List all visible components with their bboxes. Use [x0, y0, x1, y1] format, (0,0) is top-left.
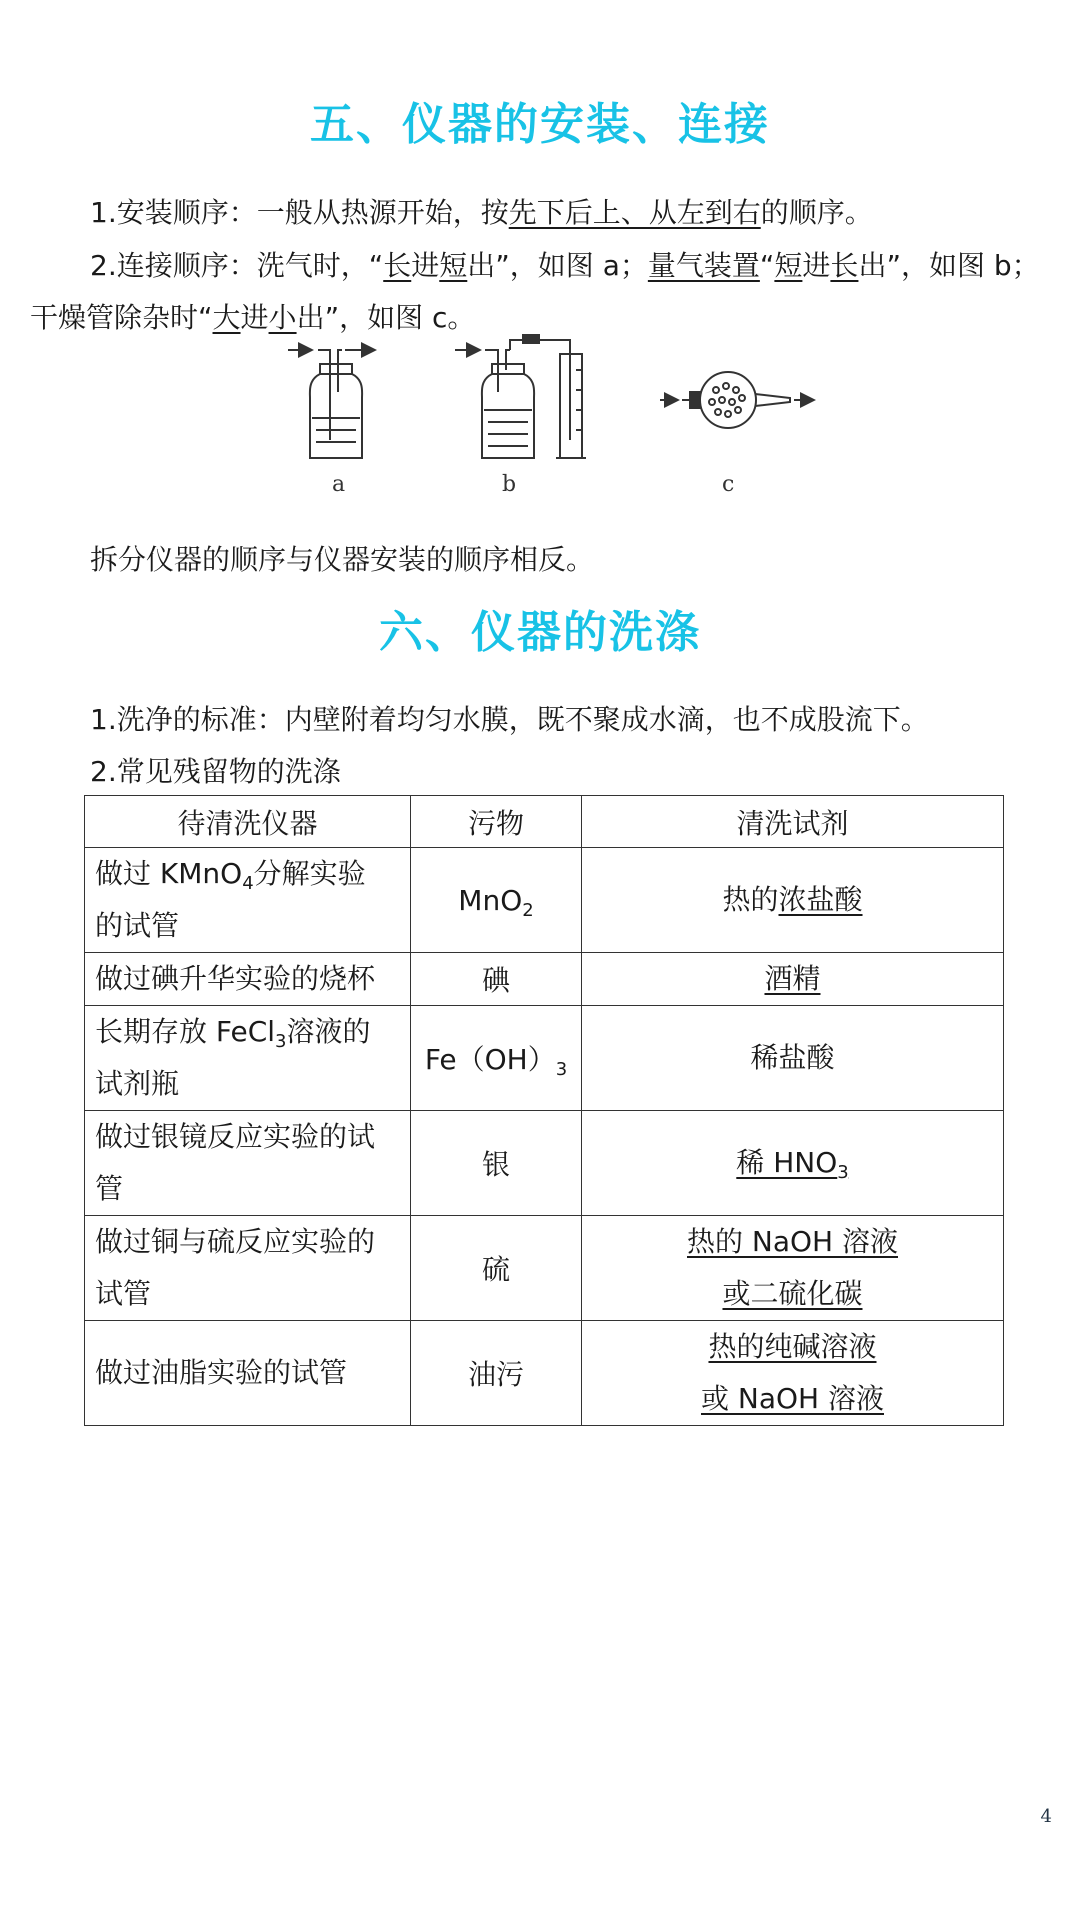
- page-number: 4: [1040, 1806, 1052, 1827]
- instrument-cell: 做过 KMnO$_4$分解实验 的试管: [85, 848, 411, 953]
- dirt-cell: 硫: [411, 1216, 582, 1321]
- header-dirt: 污物: [411, 796, 582, 848]
- residue-washing-text: 2.常见残留物的洗涤: [90, 755, 341, 788]
- instrument-cell: 做过铜与硫反应实验的 试管: [85, 1216, 411, 1321]
- table-row: [85, 1321, 1004, 1426]
- drying-tube-text: 干燥管除杂时“大进小出”，如图 c。: [30, 301, 476, 334]
- instrument-cell: 做过碘升华实验的烧杯: [85, 953, 411, 1006]
- gas-measuring-b: [455, 335, 586, 458]
- table-row: [85, 953, 1004, 1006]
- table-header-row: [85, 796, 1004, 848]
- figure-label-c: c: [722, 472, 735, 497]
- agent-cell: 热的 NaOH 溶液 或二硫化碳: [582, 1216, 1004, 1321]
- header-instrument: 待清洗仪器: [85, 796, 411, 848]
- table-row: [85, 1006, 1004, 1111]
- apparatus-figure: [280, 330, 880, 510]
- dirt-cell: MnO$_2$: [411, 848, 582, 953]
- section6-title: 六、仪器的洗涤: [379, 607, 701, 658]
- install-order-text: 1.安装顺序：一般从热源开始，按先下后上、从左到右的顺序。: [90, 196, 873, 229]
- dirt-cell: 银: [411, 1111, 582, 1216]
- dirt-cell: $Fe(OH)_3$: [411, 1006, 582, 1111]
- agent-cell: 稀盐酸: [582, 1006, 1004, 1111]
- table-row: [85, 848, 1004, 953]
- connect-order-text: 2.连接顺序：洗气时，“长进短出”，如图 a；量气装置“短进长出”，如图 b；: [90, 249, 1040, 282]
- figure-label-b: b: [502, 472, 517, 497]
- instrument-cell: 长期存放 FeCl$_3$溶液的 试剂瓶: [85, 1006, 411, 1111]
- section5-title: 五、仪器的安装、连接: [310, 99, 770, 150]
- table-row: [85, 1216, 1004, 1321]
- clean-standard-text: 1.洗净的标准：内壁附着均匀水膜，既不聚成水滴，也不成股流下。: [90, 703, 929, 736]
- apparatus-diagram: [280, 330, 880, 510]
- instrument-cell: 做过银镜反应实验的试 管: [85, 1111, 411, 1216]
- washing-table: [84, 795, 1004, 1426]
- agent-cell: 热的纯碱溶液 或 NaOH 溶液: [582, 1321, 1004, 1426]
- figure-label-a: a: [332, 472, 346, 497]
- table-row: [85, 1111, 1004, 1216]
- agent-cell: 稀 $HNO_3$: [582, 1111, 1004, 1216]
- disassembly-note: 拆分仪器的顺序与仪器安装的顺序相反。: [90, 543, 595, 576]
- drying-tube-c: [660, 372, 814, 428]
- agent-cell: 酒精: [582, 953, 1004, 1006]
- agent-cell: 热的浓盐酸: [582, 848, 1004, 953]
- dirt-cell: 油污: [411, 1321, 582, 1426]
- wash-bottle-a: [288, 350, 375, 458]
- dirt-cell: 碘: [411, 953, 582, 1006]
- header-agent: 清洗试剂: [582, 796, 1004, 848]
- instrument-cell: 做过油脂实验的试管: [85, 1321, 411, 1426]
